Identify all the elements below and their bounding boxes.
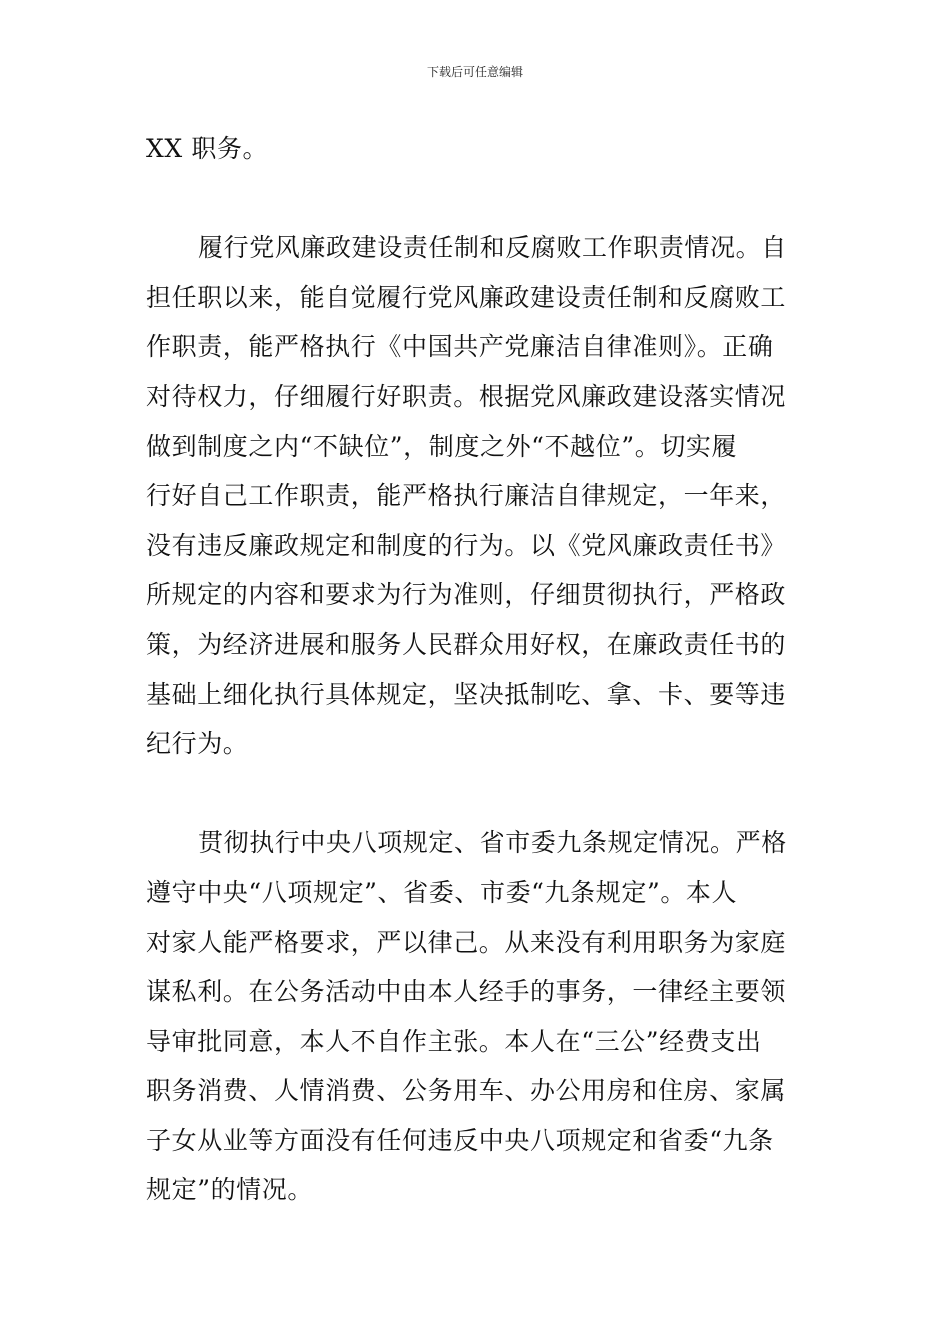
paragraph-line: 贯彻执行中央八项规定、省市委九条规定情况。严格 (198, 828, 787, 858)
paragraph-line: 做到制度之内“不缺位”，制度之外“不越位”。切实履 (146, 431, 738, 461)
paragraph-line: 纪行为。 (146, 729, 249, 759)
paragraph-line: 对家人能严格要求，严以律己。从来没有利用职务为家庭 (146, 927, 787, 957)
paragraph-line: 遵守中央“八项规定”、省委、市委“九条规定”。本人 (146, 877, 738, 907)
paragraph-line: 担任职以来，能自觉履行党风廉政建设责任制和反腐败工 (146, 282, 787, 312)
paragraph-line: 谋私利。在公务活动中由本人经手的事务，一律经主要领 (146, 977, 787, 1007)
paragraph-line: 履行党风廉政建设责任制和反腐败工作职责情况。自 (198, 233, 787, 263)
paragraph-line: 子女从业等方面没有任何违反中央八项规定和省委“九条 (146, 1125, 774, 1155)
paragraph-line: 没有违反廉政规定和制度的行为。以《党风廉政责任书》 (146, 530, 787, 560)
paragraph-line: 职务消费、人情消费、公务用车、办公用房和住房、家属 (146, 1076, 787, 1106)
paragraph-gap (146, 769, 806, 819)
document-body (146, 124, 806, 1215)
paragraph-gap (146, 174, 806, 224)
page-header: 下载后可任意编辑 (426, 65, 523, 79)
paragraph-line: 规定”的情况。 (146, 1175, 313, 1205)
paragraph-line: 所规定的内容和要求为行为准则，仔细贯彻执行，严格政 (146, 580, 787, 610)
paragraph (146, 124, 806, 174)
paragraph-line: 对待权力，仔细履行好职责。根据党风廉政建设落实情况 (146, 381, 787, 411)
paragraph-line: XX 职务。 (146, 134, 269, 163)
paragraph (146, 818, 806, 1215)
paragraph-line: 基础上细化执行具体规定，坚决抵制吃、拿、卡、要等违 (146, 679, 787, 709)
paragraph-line: 作职责，能严格执行《中国共产党廉洁自律准则》。正确 (146, 332, 774, 362)
paragraph-line: 策，为经济进展和服务人民群众用好权，在廉政责任书的 (146, 629, 787, 659)
paragraph-line: 导审批同意，本人不自作主张。本人在“三公”经费支出 (146, 1026, 762, 1056)
paragraph-line: 行好自己工作职责，能严格执行廉洁自律规定，一年来， (146, 481, 787, 511)
paragraph (146, 223, 806, 769)
